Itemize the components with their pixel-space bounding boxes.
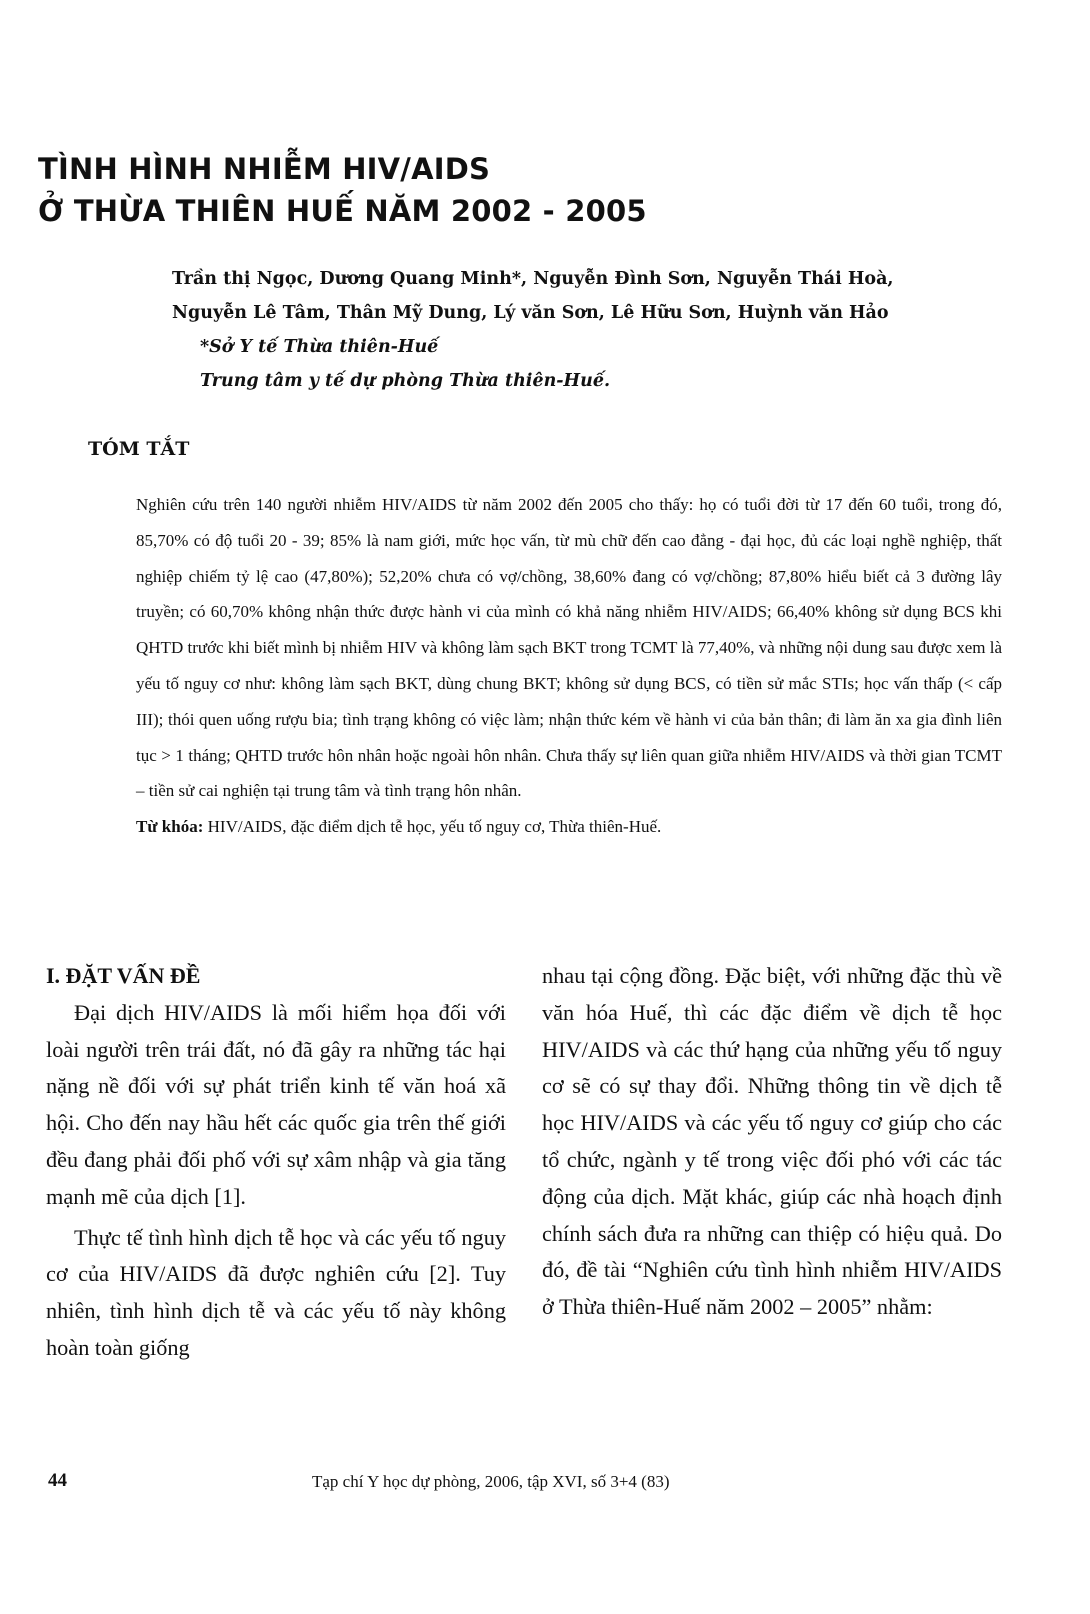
authors-line-1: Trần thị Ngọc, Dương Quang Minh*, Nguyễn Đình Sơn, Nguyễn Thái Hoà,: [172, 269, 894, 289]
paragraph-2: Thực tế tình hình dịch tễ học và các yếu tố nguy cơ của HIV/AIDS đã được nghiên cứu [2]. Tuy nhiên, tình hình dịch tễ và các yếu tố này không hoàn toàn giống: [46, 1224, 506, 1360]
authors-line-2: Nguyễn Lê Tâm, Thân Mỹ Dung, Lý văn Sơn, Lê Hữu Sơn, Huỳnh văn Hảo: [172, 303, 889, 323]
section-heading: I. ĐẶT VẤN ĐỀ: [46, 963, 201, 988]
body-column-right: [542, 958, 1002, 1326]
journal-citation: Tạp chí Y học dự phòng, 2006, tập XVI, số 3+4 (83): [312, 1472, 670, 1491]
paragraph-1: Đại dịch HIV/AIDS là mối hiểm họa đối với loài người trên trái đất, nó đã gây ra những tác hại nặng nề đối với sự phát triển kinh tế văn hoá xã hội. Cho đến nay hầu hết các quốc gia trên thế giới đều đang phải đối phố với sự xâm nhập và gia tăng mạnh mẽ của dịch [1].: [46, 999, 506, 1209]
keywords-label: Từ khóa:: [136, 817, 204, 837]
affiliation-2: Trung tâm y tế dự phòng Thừa thiên-Huế.: [200, 371, 611, 391]
abstract-heading: TÓM TẮT: [88, 438, 190, 460]
paragraph-2-continued: nhau tại cộng đồng. Đặc biệt, với những đặc thù về văn hóa Huế, thì các đặc điểm về dịch tễ học HIV/AIDS và các thứ hạng của những yếu tố nguy cơ sẽ có sự thay đổi. Những thông tin về dịch tễ học HIV/AIDS và các yếu tố nguy cơ giúp cho các tổ chức, ngành y tế trong việc đối phó với các tác động của dịch. Mặt khác, giúp các nhà hoạch định chính sách đưa ra những can thiệp có hiệu quả. Do đó, đề tài “Nghiên cứu tình hình nhiễm HIV/AIDS ở Thừa thiên-Huế năm 2002 – 2005” nhằm:: [542, 963, 1002, 1320]
title-line-2: Ở THỪA THIÊN HUẾ NĂM 2002 - 2005: [38, 194, 647, 228]
abstract-body: [136, 487, 1002, 845]
body-column-left: [46, 958, 506, 1367]
title-line-1: TÌNH HÌNH NHIỄM HIV/AIDS: [38, 152, 491, 186]
author-block: [172, 262, 1032, 398]
affiliation-1: *Sở Y tế Thừa thiên-Huế: [200, 337, 439, 357]
page-number: 44: [48, 1470, 67, 1491]
article-title: [38, 148, 1038, 232]
keywords-text: HIV/AIDS, đặc điểm dịch tễ học, yếu tố nguy cơ, Thừa thiên-Huế.: [207, 817, 662, 837]
keywords: [136, 809, 1002, 845]
abstract-text: Nghiên cứu trên 140 người nhiễm HIV/AIDS từ năm 2002 đến 2005 cho thấy: họ có tuổi đời từ 17 đến 60 tuổi, trong đó, 85,70% có độ tuổi 20 - 39; 85% là nam giới, mức học vấn, từ mù chữ đến cao đẳng - đại học, đủ các loại nghề nghiệp, thất nghiệp chiếm tỷ lệ cao (47,80%); 52,20% chưa có vợ/chồng, 38,60% đang có vợ/chồng; 87,80% hiểu biết cả 3 đường lây truyền; có 60,70% không nhận thức được hành vi của mình có khả năng nhiễm HIV/AIDS; 66,40% không sử dụng BCS khi QHTD trước khi biết mình bị nhiễm HIV và không làm sạch BKT trong TCMT là 77,40%, và những nội dung sau được xem là yếu tố nguy cơ như: không làm sạch BKT, dùng chung BKT; không sử dụng BCS, có tiền sử mắc STIs; học vấn thấp (< cấp III); thói quen uống rượu bia; tình trạng không có việc làm; nhận thức kém về hành vi của bản thân; đi làm ăn xa gia đình liên tục > 1 tháng; QHTD trước hôn nhân hoặc ngoài hôn nhân. Chưa thấy sự liên quan giữa nhiễm HIV/AIDS và thời gian TCMT – tiền sử cai nghiện tại trung tâm và tình trạng hôn nhân.: [136, 495, 1002, 801]
